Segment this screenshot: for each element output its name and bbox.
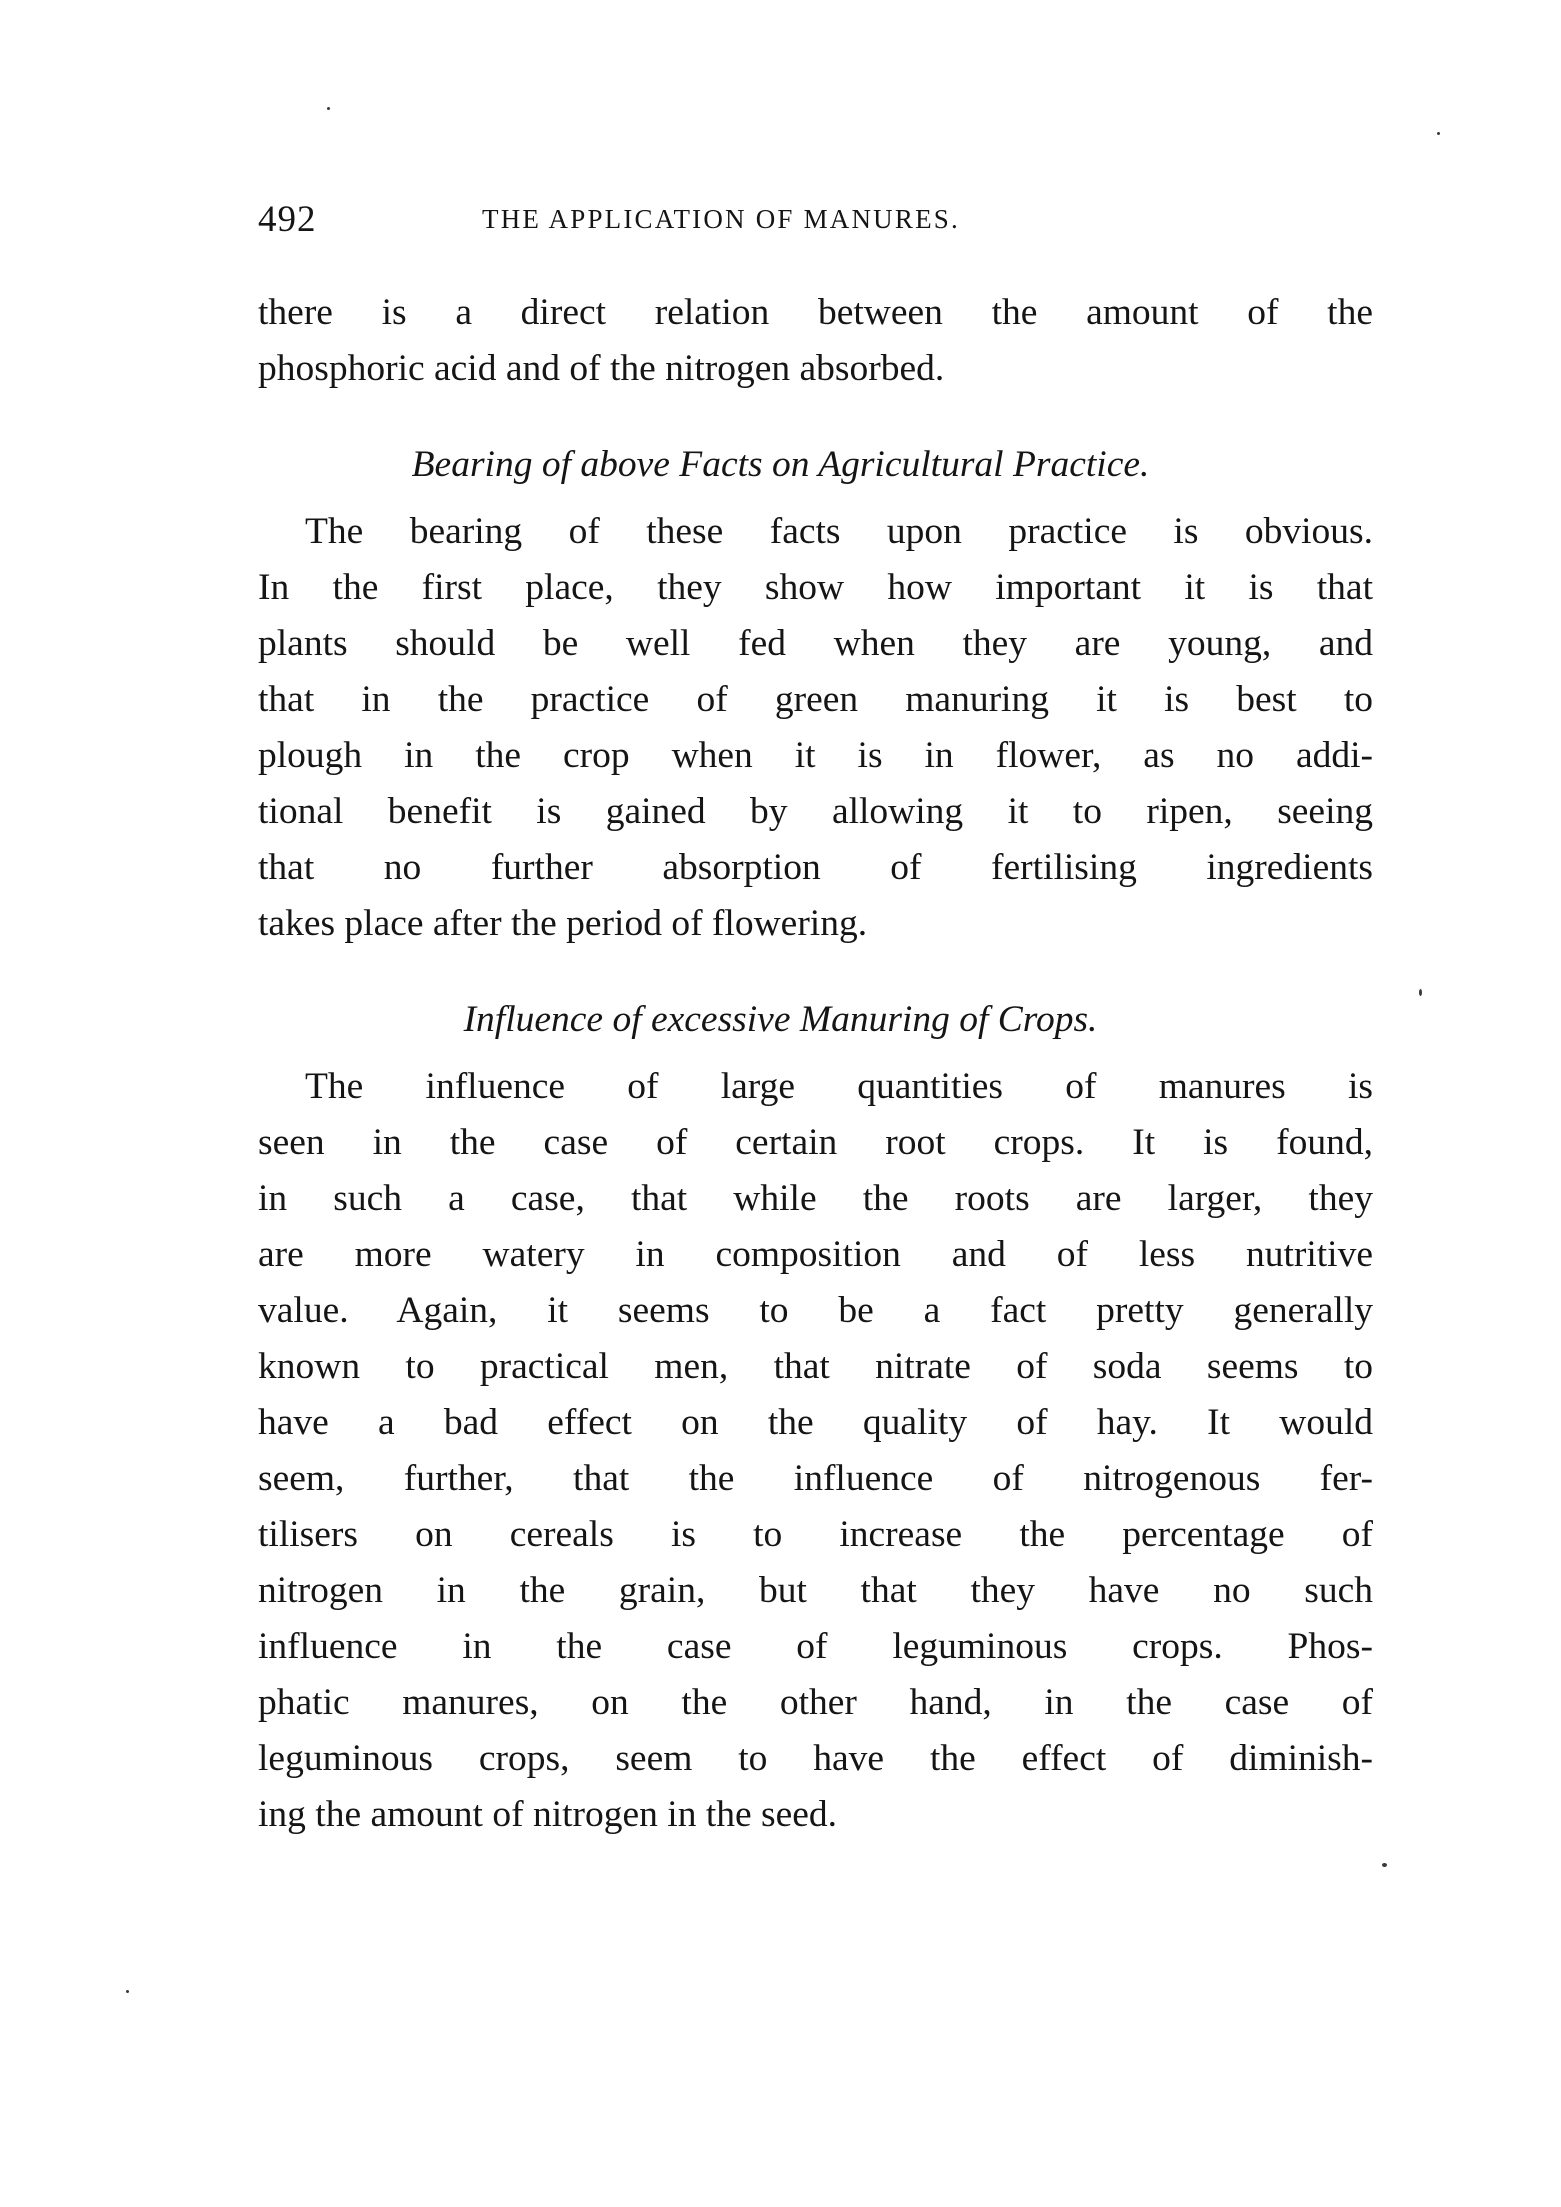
running-head: THE APPLICATION OF MANURES. [482, 204, 960, 234]
paragraph-line: have a bad effect on the quality of hay. It would [258, 1402, 1373, 1443]
paragraph-line: plough in the crop when it is in flower, as no addi- [258, 735, 1373, 776]
paragraph-line: The influence of large quantities of manures is [305, 1066, 1373, 1107]
paragraph-line: are more watery in composition and of less nutritive [258, 1234, 1373, 1275]
paragraph-line: value. Again, it seems to be a fact pretty generally [258, 1290, 1373, 1331]
paragraph-line: that no further absorption of fertilising ingredients [258, 847, 1373, 888]
paragraph-line: The bearing of these facts upon practice is obvious. [305, 511, 1373, 552]
paragraph-line: known to practical men, that nitrate of soda seems to [258, 1346, 1373, 1387]
scan-speck [1419, 989, 1422, 996]
paragraph-line: seen in the case of certain root crops. It is found, [258, 1122, 1373, 1163]
scan-speck [126, 1990, 129, 1993]
page-number: 492 [258, 199, 317, 240]
paragraph-line: ing the amount of nitrogen in the seed. [258, 1794, 838, 1835]
section-heading: Influence of excessive Manuring of Crops. [463, 999, 1098, 1040]
paragraph-line: takes place after the period of flowering. [258, 903, 868, 944]
paragraph-line: nitrogen in the grain, but that they have no such [258, 1570, 1373, 1611]
paragraph-line: In the first place, they show how important it is that [258, 567, 1373, 608]
scan-speck [327, 107, 330, 110]
scan-speck [1382, 1863, 1387, 1867]
paragraph-line: that in the practice of green manuring it is best to [258, 679, 1373, 720]
paragraph-line: tilisers on cereals is to increase the percentage of [258, 1514, 1373, 1555]
paragraph-line: phatic manures, on the other hand, in the case of [258, 1682, 1373, 1723]
paragraph-line: in such a case, that while the roots are larger, they [258, 1178, 1373, 1219]
scan-speck [1437, 132, 1440, 135]
paragraph-line: seem, further, that the influence of nitrogenous fer- [258, 1458, 1373, 1499]
section-heading: Bearing of above Facts on Agricultural Practice. [411, 444, 1150, 485]
paragraph-line: influence in the case of leguminous crops. Phos- [258, 1626, 1373, 1667]
text-line: there is a direct relation between the amount of the [258, 292, 1373, 333]
paragraph-line: plants should be well fed when they are young, and [258, 623, 1373, 664]
paragraph-line: leguminous crops, seem to have the effect of diminish- [258, 1738, 1373, 1779]
text-line: phosphoric acid and of the nitrogen absorbed. [258, 348, 945, 389]
paragraph-line: tional benefit is gained by allowing it to ripen, seeing [258, 791, 1373, 832]
page-header [258, 198, 1373, 248]
